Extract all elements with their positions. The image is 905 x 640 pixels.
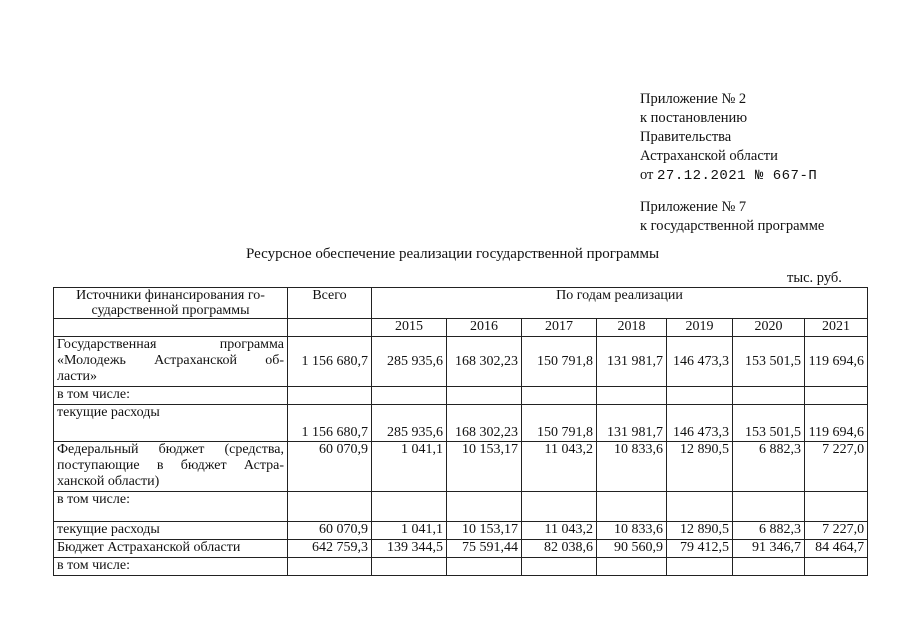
appendix-line: Приложение № 7 xyxy=(640,199,747,215)
year-header: 2016 xyxy=(447,319,522,337)
cell-value: 285 935,6 xyxy=(372,337,447,387)
cell-value: 119 694,6 xyxy=(805,405,868,442)
empty-cell xyxy=(54,319,288,337)
row-label-line: Государственная программа xyxy=(57,337,284,352)
cell-value: 91 346,7 xyxy=(733,540,805,558)
cell-value xyxy=(447,387,522,405)
cell-value xyxy=(597,387,667,405)
row-label-line: ласти» xyxy=(57,369,98,384)
spacer xyxy=(640,186,824,198)
cell-value xyxy=(597,558,667,576)
table-row xyxy=(54,405,868,442)
cell-value xyxy=(597,492,667,522)
cell-value: 153 501,5 xyxy=(733,337,805,387)
cell-value: 84 464,7 xyxy=(805,540,868,558)
row-label xyxy=(54,405,288,442)
cell-value xyxy=(733,492,805,522)
table-row xyxy=(54,337,868,387)
cell-value: 146 473,3 xyxy=(667,405,733,442)
cell-value xyxy=(447,558,522,576)
cell-value xyxy=(372,387,447,405)
header-total: Всего xyxy=(288,288,372,319)
cell-total xyxy=(288,558,372,576)
cell-value: 79 412,5 xyxy=(667,540,733,558)
cell-value: 168 302,23 xyxy=(447,405,522,442)
row-label-line: Федеральный бюджет (средства, xyxy=(57,442,284,457)
year-header: 2020 xyxy=(733,319,805,337)
cell-value: 7 227,0 xyxy=(805,442,868,492)
row-label xyxy=(54,522,288,540)
appendix-line: к постановлению xyxy=(640,110,748,126)
cell-value: 6 882,3 xyxy=(733,442,805,492)
cell-value: 119 694,6 xyxy=(805,337,868,387)
header-years-group: По годам реализации xyxy=(372,288,868,319)
appendix-header xyxy=(640,90,824,236)
cell-value xyxy=(372,492,447,522)
cell-value: 10 833,6 xyxy=(597,442,667,492)
cell-value: 1 041,1 xyxy=(372,442,447,492)
row-label xyxy=(54,337,288,387)
cell-value xyxy=(522,492,597,522)
cell-value xyxy=(522,387,597,405)
row-label-line: в том числе: xyxy=(57,492,130,507)
year-header: 2021 xyxy=(805,319,868,337)
resource-table xyxy=(53,287,868,576)
cell-value xyxy=(667,387,733,405)
cell-total xyxy=(288,492,372,522)
cell-value xyxy=(805,558,868,576)
row-label-line: поступающие в бюджет Астра- xyxy=(57,458,284,473)
appendix-line: к государственной программе xyxy=(640,218,825,234)
cell-value: 10 153,17 xyxy=(447,522,522,540)
table-row xyxy=(54,387,868,405)
cell-value: 82 038,6 xyxy=(522,540,597,558)
row-label-line: Бюджет Астраханской области xyxy=(57,540,241,555)
year-header: 2019 xyxy=(667,319,733,337)
row-label xyxy=(54,540,288,558)
cell-value: 12 890,5 xyxy=(667,522,733,540)
table-row xyxy=(54,558,868,576)
cell-value xyxy=(805,387,868,405)
cell-value xyxy=(733,558,805,576)
row-label-line: текущие расходы xyxy=(57,522,160,537)
row-label-line: в том числе: xyxy=(57,558,130,573)
cell-value: 131 981,7 xyxy=(597,405,667,442)
empty-cell xyxy=(288,319,372,337)
cell-value xyxy=(522,558,597,576)
cell-value: 150 791,8 xyxy=(522,405,597,442)
cell-value: 7 227,0 xyxy=(805,522,868,540)
cell-value: 90 560,9 xyxy=(597,540,667,558)
table-row xyxy=(54,492,868,522)
cell-value: 285 935,6 xyxy=(372,405,447,442)
cell-value xyxy=(733,387,805,405)
table-row xyxy=(54,442,868,492)
cell-value: 139 344,5 xyxy=(372,540,447,558)
row-label xyxy=(54,492,288,522)
document-title: Ресурсное обеспечение реализации государственной программы xyxy=(245,246,660,262)
header-source: Источники финансирования го-сударственной программы xyxy=(54,288,288,319)
cell-value: 131 981,7 xyxy=(597,337,667,387)
appendix-line: Правительства xyxy=(640,129,732,145)
cell-value xyxy=(667,558,733,576)
row-label xyxy=(54,387,288,405)
appendix-line: Астраханской области xyxy=(640,148,778,164)
row-label-line: текущие расходы xyxy=(57,405,160,420)
table-years-row xyxy=(54,319,868,337)
row-label-line: ханской области) xyxy=(57,474,160,489)
cell-total: 642 759,3 xyxy=(288,540,372,558)
cell-value xyxy=(667,492,733,522)
cell-value xyxy=(805,492,868,522)
year-header: 2015 xyxy=(372,319,447,337)
cell-total xyxy=(288,387,372,405)
table-header-row xyxy=(54,288,868,319)
appendix-date-prefix: от xyxy=(640,167,654,183)
year-header: 2017 xyxy=(522,319,597,337)
cell-value: 146 473,3 xyxy=(667,337,733,387)
table-row xyxy=(54,522,868,540)
cell-value: 168 302,23 xyxy=(447,337,522,387)
row-label xyxy=(54,442,288,492)
cell-value xyxy=(447,492,522,522)
row-label-line: в том числе: xyxy=(57,387,130,402)
cell-value: 11 043,2 xyxy=(522,442,597,492)
cell-value: 75 591,44 xyxy=(447,540,522,558)
table-row xyxy=(54,540,868,558)
cell-value xyxy=(372,558,447,576)
cell-value: 11 043,2 xyxy=(522,522,597,540)
cell-value: 1 041,1 xyxy=(372,522,447,540)
row-label xyxy=(54,558,288,576)
appendix-date-value: 27.12.2021 № 667-П xyxy=(657,168,818,184)
cell-total: 1 156 680,7 xyxy=(288,337,372,387)
cell-total: 60 070,9 xyxy=(288,522,372,540)
row-label-line: «Молодежь Астраханской об- xyxy=(57,353,284,368)
cell-value: 10 833,6 xyxy=(597,522,667,540)
cell-total: 60 070,9 xyxy=(288,442,372,492)
cell-value: 6 882,3 xyxy=(733,522,805,540)
cell-value: 150 791,8 xyxy=(522,337,597,387)
appendix-line: Приложение № 2 xyxy=(640,91,747,107)
units-label: тыс. руб. xyxy=(787,270,842,286)
cell-total: 1 156 680,7 xyxy=(288,405,372,442)
appendix-date-line xyxy=(640,166,824,186)
cell-value: 12 890,5 xyxy=(667,442,733,492)
year-header: 2018 xyxy=(597,319,667,337)
cell-value: 153 501,5 xyxy=(733,405,805,442)
cell-value: 10 153,17 xyxy=(447,442,522,492)
